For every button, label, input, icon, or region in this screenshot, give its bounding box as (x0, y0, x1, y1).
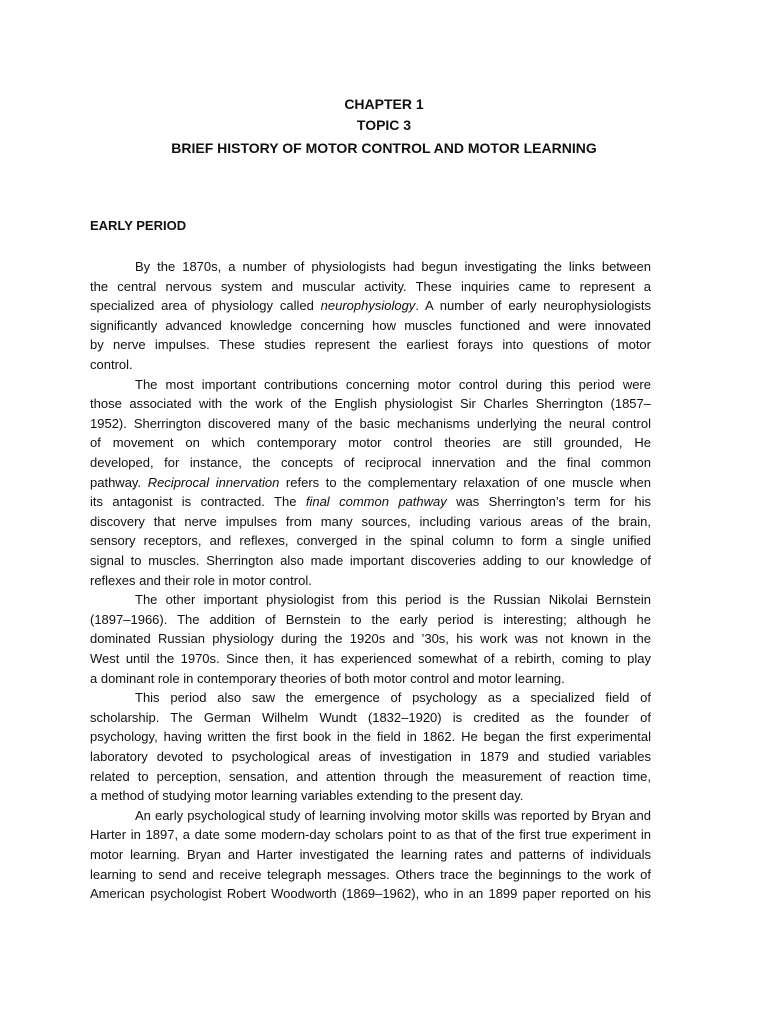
italic-term: final common pathway (305, 494, 447, 510)
text-line (135, 590, 651, 609)
text-line (135, 806, 651, 825)
text-segment: was Sherrington’s term for his (446, 494, 651, 510)
text-line (90, 649, 651, 668)
text-segment: psychology, having written the first book in the field in 1862. He began the first experimental (90, 729, 651, 745)
text-line (90, 767, 651, 786)
text-line (90, 277, 651, 296)
text-line (90, 492, 651, 511)
text-line (90, 884, 651, 903)
text-segment: pathway. (90, 474, 148, 490)
italic-term: neurophysiology (320, 298, 416, 314)
text-segment: discovery that nerve impulses from many sources, including various areas of the brain, (90, 513, 651, 529)
text-segment: the central nervous system and muscular activity. These inquiries came to represent a (90, 278, 651, 294)
text-segment: a method of studying motor learning variables extending to the present day. (90, 788, 524, 804)
text-segment: developed, for instance, the concepts of reciprocal innervation and the final common (90, 455, 651, 470)
text-segment: significantly advanced knowledge concerning how muscles functioned and were innovated (90, 317, 651, 333)
text-segment: sensory receptors, and reflexes, converged in the spinal column to form a single unified (90, 533, 651, 549)
text-line (90, 610, 651, 629)
text-line (90, 316, 651, 335)
text-line (135, 688, 651, 707)
text-line (90, 512, 651, 531)
text-segment: refers to the complementary relaxation of one muscle when (279, 474, 651, 490)
text-segment: . A number of early neurophysiologists (415, 298, 651, 314)
text-segment: its antagonist is contracted. The (90, 494, 306, 510)
italic-term: Reciprocal innervation (147, 474, 280, 490)
text-segment: learning to send and receive telegraph messages. Others trace the beginnings to the work of (90, 866, 651, 882)
text-line (90, 669, 651, 688)
text-line (90, 531, 651, 550)
text-segment: control. (90, 357, 133, 372)
text-line (90, 825, 651, 844)
text-line (90, 845, 651, 864)
section-title: EARLY PERIOD (90, 218, 187, 233)
text-line (90, 629, 651, 648)
text-segment: dominated Russian physiology during the 1920s and ’30s, his work was not known in the (90, 631, 651, 647)
text-segment: An early psychological study of learning involving motor skills was reported by Bryan and (135, 807, 651, 823)
text-segment: motor learning. Bryan and Harter investigated the learning rates and patterns of individuals (90, 847, 651, 862)
text-segment: related to perception, sensation, and attention through the measurement of reaction time, (90, 768, 651, 784)
text-segment: of movement on which contemporary motor control theories are still grounded, He (90, 435, 651, 451)
text-line (90, 414, 651, 433)
text-segment: By the 1870s, a number of physiologists had begun investigating the links between (135, 259, 651, 274)
text-line (90, 571, 651, 590)
chapter-heading: CHAPTER 1 (344, 96, 424, 112)
text-line (90, 747, 651, 766)
text-line (90, 394, 651, 413)
text-segment: reflexes and their role in motor control. (90, 572, 312, 588)
text-segment: signal to muscles. Sherrington also made important discoveries adding to our knowledge of (90, 553, 651, 568)
text-segment: those associated with the work of the English physiologist Sir Charles Sherrington (1857– (90, 396, 651, 412)
text-segment: The most important contributions concerning motor control during this period were (135, 376, 651, 392)
text-segment: a dominant role in contemporary theories of both motor control and motor learning. (90, 670, 565, 686)
text-line (90, 453, 651, 472)
text-line (135, 257, 651, 276)
text-line (90, 296, 651, 315)
text-line (90, 865, 651, 884)
text-line (135, 375, 651, 394)
text-segment: The other important physiologist from this period is the Russian Nikolai Bernstein (135, 592, 651, 608)
text-segment: scholarship. The German Wilhelm Wundt (1832–1920) is credited as the founder of (90, 709, 651, 725)
text-segment: Harter in 1897, a date some modern-day scholars point to as that of the first true experiment in (90, 827, 651, 843)
text-segment: laboratory devoted to psychological areas of investigation in 1879 and studied variables (90, 749, 651, 764)
text-segment: specialized area of physiology called (90, 298, 321, 314)
topic-heading: TOPIC 3 (356, 117, 412, 133)
text-segment: by nerve impulses. These studies represent the earliest forays into questions of motor (90, 337, 651, 353)
text-line (90, 727, 651, 746)
text-segment: 1952). Sherrington discovered many of the basic mechanisms underlying the neural control (90, 415, 651, 431)
text-segment: American psychologist Robert Woodworth (1869–1962), who in an 1899 paper reported on his (90, 886, 651, 902)
text-segment: West until the 1970s. Since then, it has experienced somewhat of a rebirth, coming to play (90, 651, 651, 666)
text-segment: (1897–1966). The addition of Bernstein to the early period is interesting; although he (90, 611, 651, 627)
text-line (90, 473, 651, 492)
text-line (90, 708, 651, 727)
text-segment: This period also saw the emergence of psychology as a specialized field of (135, 690, 651, 706)
text-line (90, 786, 651, 805)
document-title: BRIEF HISTORY OF MOTOR CONTROL AND MOTOR LEARNING (171, 140, 597, 156)
text-line (90, 335, 651, 354)
text-line (90, 433, 651, 452)
text-line (90, 551, 651, 570)
text-line (90, 355, 651, 374)
